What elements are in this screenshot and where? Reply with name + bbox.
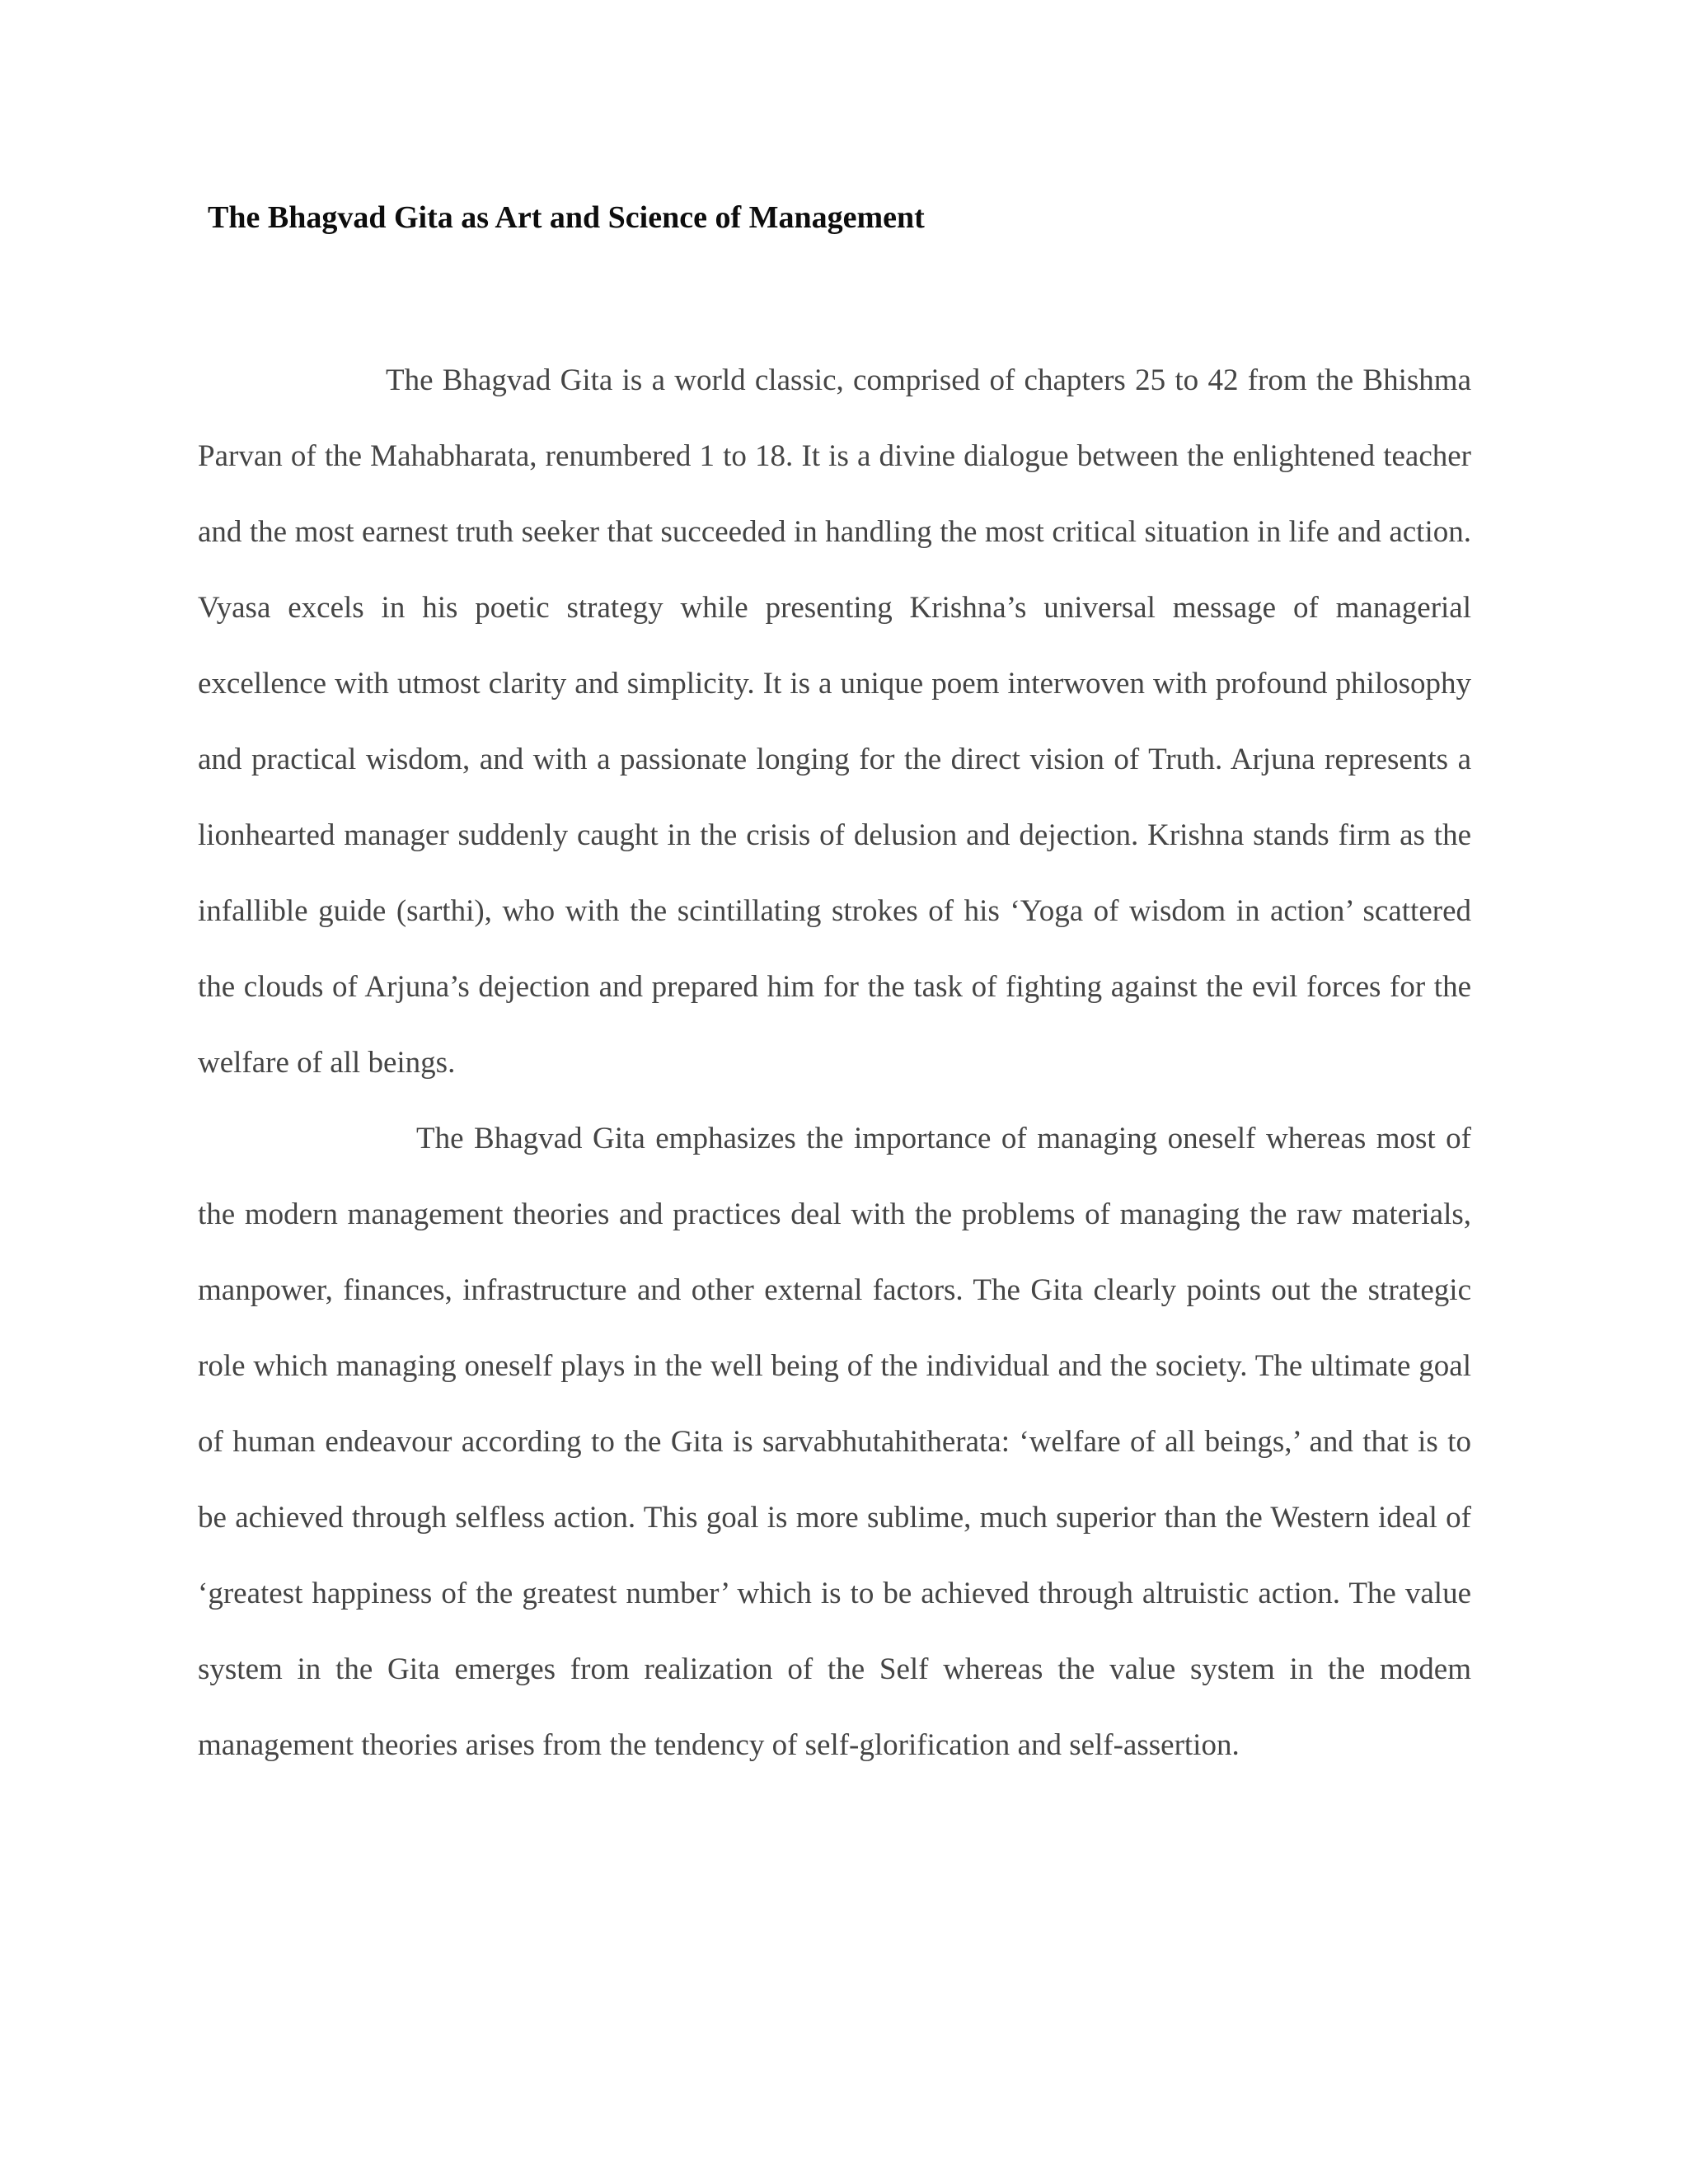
document-title: The Bhagvad Gita as Art and Science of Management [208,200,925,235]
paragraph-2: The Bhagvad Gita emphasizes the importance of managing oneself whereas most of the modern management theories and practices deal with the problems of managing the raw materials, manpower, finances, infrastructure and other external factors. The Gita clearly points out the strategic role which managing oneself plays in the well being of the individual and the society. The ultimate goal of human endeavour according to the Gita is sarvabhutahitherata: ‘welfare of all beings,’ and that is to be achieved through selfless action. This goal is more sublime, much superior than the Western ideal of ‘greatest happiness of the greatest number’ which is to be achieved through altruistic action. The value system in the Gita emerges from realization of the Self whereas the value system in the modem management theories arises from the tendency of self-glorification and self-assertion. [198,1122,1471,1762]
document-body [198,343,1471,1783]
paragraph-1: The Bhagvad Gita is a world classic, comprised of chapters 25 to 42 from the Bhishma Parvan of the Mahabharata, renumbered 1 to 18. It is a divine dialogue between the enlightened teacher and the most earnest truth seeker that succeeded in handling the most critical situation in life and action. Vyasa excels in his poetic strategy while presenting Krishna’s universal message of managerial excellence with utmost clarity and simplicity. It is a unique poem interwoven with profound philosophy and practical wisdom, and with a passionate longing for the direct vision of Truth. Arjuna represents a lionhearted manager suddenly caught in the crisis of delusion and dejection. Krishna stands firm as the infallible guide (sarthi), who with the scintillating strokes of his ‘Yoga of wisdom in action’ scattered the clouds of Arjuna’s dejection and prepared him for the task of fighting against the evil forces for the welfare of all beings. [198,363,1471,1080]
